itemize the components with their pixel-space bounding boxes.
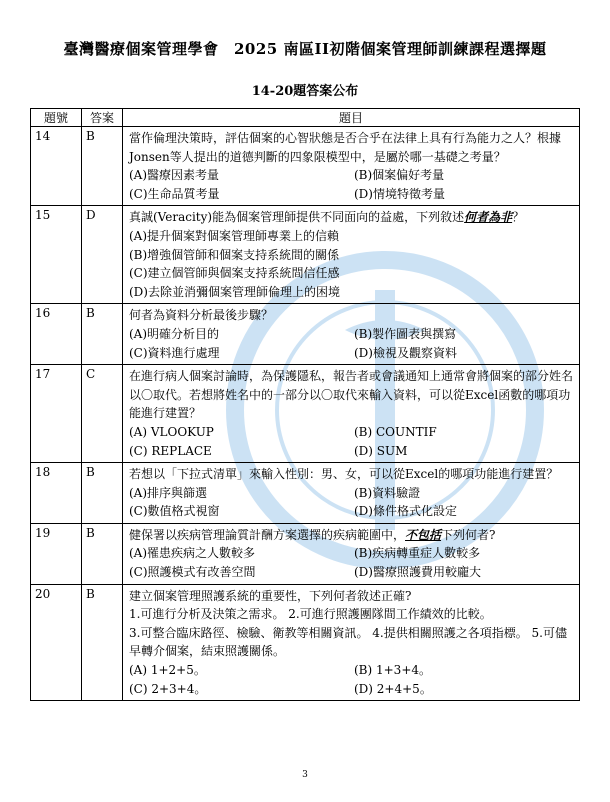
column-header-answer: 答案 (82, 109, 123, 127)
question-number: 16 (31, 304, 82, 365)
option-b: (B)製作圖表與撰寫 (354, 326, 457, 341)
question-number: 14 (31, 127, 82, 206)
table-header-row (31, 109, 580, 127)
option-d: (D) 2+4+5。 (354, 681, 432, 696)
document-title: 臺灣醫療個案管理學會 2025 南區II初階個案管理師訓練課程選擇題 (63, 40, 547, 58)
emphasis-text: 何者為非 (464, 210, 513, 225)
option-c: (C)數值格式視窗 (129, 504, 220, 519)
table-row (31, 127, 580, 206)
question-cell (123, 365, 580, 463)
statement-line: 3.可整合臨床路徑、檢驗、衛教等相關資訊。 4.提供相關照護之各項指標。 5.可儘早轉介個案，結束照護關係。 (129, 625, 567, 659)
option-c: (C) REPLACE (129, 443, 212, 458)
question-number: 20 (31, 584, 82, 701)
option-b: (B) 1+3+4。 (354, 663, 432, 678)
question-cell (123, 523, 580, 584)
option-a: (A)排序與篩選 (129, 485, 208, 500)
question-number: 17 (31, 365, 82, 463)
question-text: 建立個案管理照護系統的重要性，下列何者敘述正確? (129, 588, 412, 603)
option-c: (C)資料進行處理 (129, 345, 220, 360)
document-subtitle: 14-20題答案公布 (251, 84, 359, 99)
option-c: (C)生命品質考量 (129, 186, 220, 201)
question-text: 當作倫理決策時，評估個案的心智狀態是否合乎在法律上具有行為能力之人？根據Jonsen等人提出的道德判斷的四象限模型中，是屬於哪一基礎之考量？ (129, 131, 562, 164)
question-cell (123, 127, 580, 206)
option-b: (B)增強個管師和個案支持系統間的關係 (129, 247, 340, 262)
option-a: (A)醫療因素考量 (129, 168, 220, 183)
answer-letter: B (82, 523, 123, 584)
question-number: 15 (31, 206, 82, 304)
answer-letter: D (82, 206, 123, 304)
question-number: 19 (31, 523, 82, 584)
table-row (31, 365, 580, 463)
answer-letter: B (82, 127, 123, 206)
table-row (31, 304, 580, 365)
table-row (31, 584, 580, 701)
question-cell (123, 206, 580, 304)
option-a: (A)罹患疾病之人數較多 (129, 546, 256, 561)
question-text: 何者為資料分析最後步驟？ (129, 308, 274, 323)
option-a: (A)提升個案對個案管理師專業上的信賴 (129, 228, 340, 243)
option-d: (D)醫療照護費用較龐大 (354, 565, 481, 580)
option-d: (D)情境特徵考量 (354, 186, 445, 201)
question-cell (123, 463, 580, 524)
question-text: 真誠(Veracity)能為個案管理師提供不同面向的益處，下列敘述何者為非？ (129, 210, 525, 225)
option-a: (A) 1+2+5。 (129, 663, 206, 678)
column-header-number: 題號 (31, 109, 82, 127)
question-text: 健保署以疾病管理論質計酬方案選擇的疾病範圍中，不包括下列何者? (129, 527, 496, 542)
option-b: (B)資料驗證 (354, 485, 421, 500)
question-text: 在進行病人個案討論時，為保護隱私，報告者或會議通知上通常會將個案的部分姓名以〇取代。若想將姓名中的一部分以〇取代來輸入資料，可以從Excel函數的哪項功能進行建置？ (129, 369, 574, 421)
statement-line: 1.可進行分析及決策之需求。 2.可進行照護團隊間工作績效的比較。 (129, 607, 492, 622)
question-cell (123, 304, 580, 365)
answer-letter: C (82, 365, 123, 463)
answer-table (30, 108, 580, 701)
table-row (31, 206, 580, 304)
column-header-question: 題目 (123, 109, 580, 127)
question-number: 18 (31, 463, 82, 524)
table-row (31, 523, 580, 584)
table-row (31, 463, 580, 524)
page-number: 3 (302, 770, 308, 780)
question-cell (123, 584, 580, 701)
option-d: (D) SUM (354, 443, 408, 458)
option-a: (A)明確分析目的 (129, 326, 220, 341)
option-c: (C)建立個管師與個案支持系統間信任感 (129, 266, 340, 281)
option-b: (B)個案偏好考量 (354, 168, 445, 183)
option-c: (C)照護模式有改善空間 (129, 565, 256, 580)
option-a: (A) VLOOKUP (129, 424, 214, 439)
option-d: (D)檢視及觀察資料 (354, 345, 457, 360)
answer-letter: B (82, 463, 123, 524)
emphasis-text: 不包括 (405, 527, 442, 542)
answer-letter: B (82, 584, 123, 701)
option-d: (D)去除並消彌個案管理師倫理上的困境 (129, 284, 340, 299)
option-c: (C) 2+3+4。 (129, 681, 207, 696)
answer-letter: B (82, 304, 123, 365)
option-b: (B) COUNTIF (354, 424, 437, 439)
question-text: 若想以「下拉式清單」來輸入性別：男、女，可以從Excel的哪項功能進行建置？ (129, 467, 559, 482)
option-b: (B)疾病轉重症人數較多 (354, 546, 481, 561)
option-d: (D)條件格式化設定 (354, 504, 457, 519)
